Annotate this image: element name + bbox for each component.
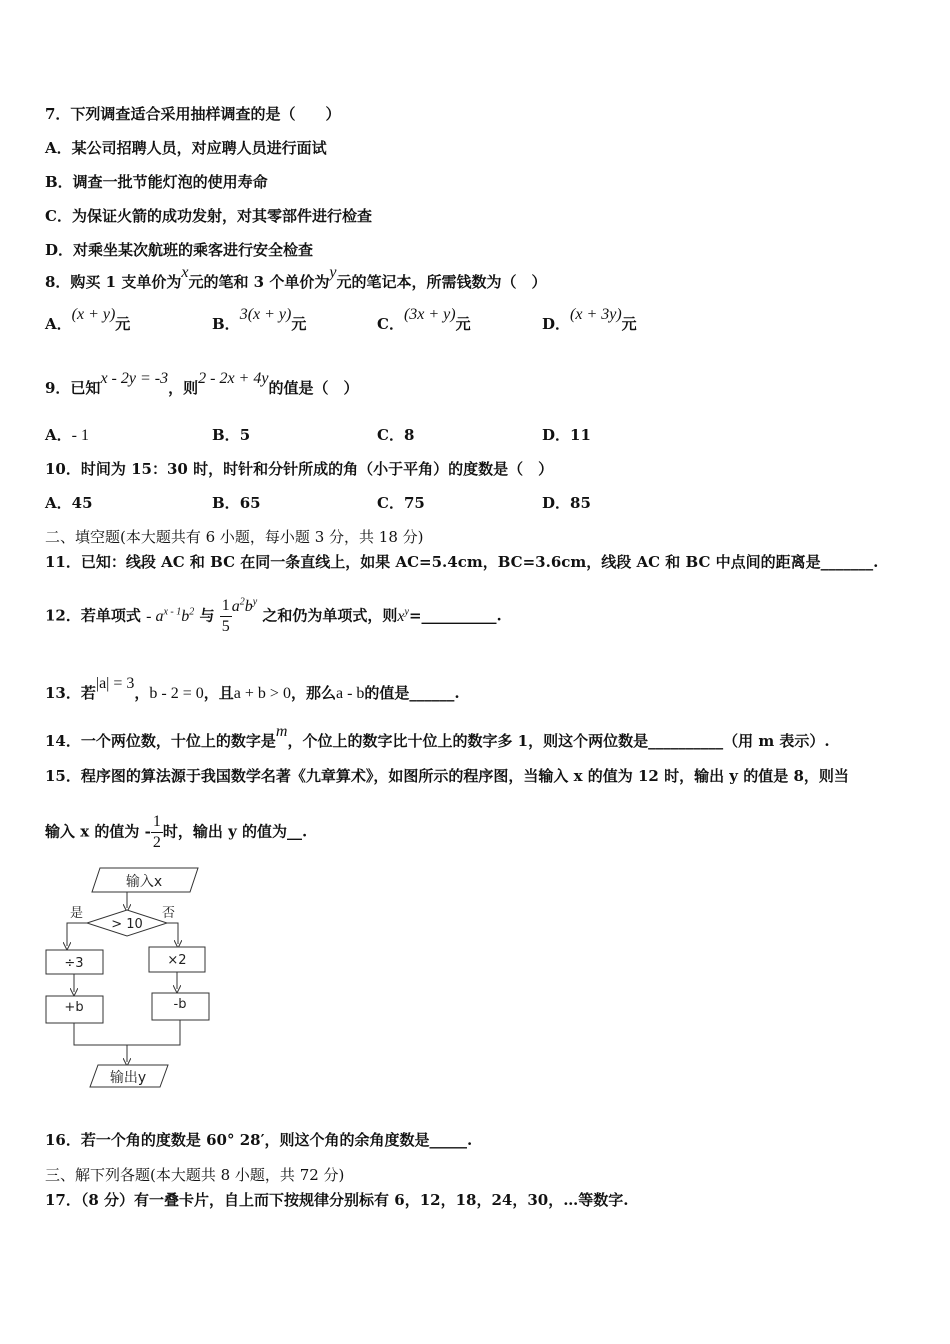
q13-cond-b: b - 2 = 0	[149, 685, 204, 702]
section-3-heading: 三、解下列各题(本大题共 8 小题，共 72 分)	[45, 1166, 345, 1184]
flowchart-merge-right	[127, 1020, 180, 1045]
q10-option-b: B．65	[212, 494, 261, 512]
q12-stem: 12．若单项式 - $a^{x - 1}b^2$ 与 $\frac{1}{5}$ $a^2b^y$ 之和仍为单项式，则$x^y=\_\_\_\_\_\_\_\_\_\_$.	[45, 596, 502, 635]
flowchart-label-times: ×2	[167, 953, 187, 968]
q7-option-b: B．调查一批节能灯泡的使用寿命	[45, 173, 268, 191]
q11: 11．已知：线段 AC 和 BC 在同一条直线上，如果 AC=5.4cm，BC=3.6cm，线段 AC 和 BC 中点间的距离是_______.	[45, 553, 879, 571]
flowchart-output-label: 输出y	[109, 1070, 147, 1086]
q9-option-b: B．5	[212, 426, 251, 444]
q12-monomial-1: - $a^{x - 1}b^2$	[146, 606, 195, 625]
q12-monomial-2: $a^2b^y$	[231, 596, 258, 615]
q10-option-d: D．85	[542, 494, 591, 512]
flowchart	[40, 862, 230, 1094]
q13-abs: |a| = 3	[95, 675, 135, 692]
q8-var-x: x	[181, 264, 189, 281]
q13-cond-sum: a + b > 0	[233, 685, 291, 702]
q7-option-a: A．某公司招聘人员，对应聘人员进行面试	[45, 139, 327, 157]
q7-stem: 7．下列调查适合采用抽样调查的是（ ）	[45, 105, 341, 123]
q16: 16．若一个角的度数是 60° 28′，则这个角的余角度数是_____.	[45, 1131, 473, 1149]
flowchart-yes-label: 是	[70, 906, 84, 921]
flowchart-branch-no	[167, 923, 178, 944]
q13-stem: 13．若|a| = 3，b - 2 = 0，且a + b > 0，那么a - b的值是______.	[45, 675, 460, 702]
q8-option-d: D．(x + 3y)元	[542, 306, 637, 333]
flowchart-input-label: 输入x	[125, 874, 163, 890]
q9-option-d: D．11	[542, 426, 591, 444]
flowchart-label-minus-b: -b	[173, 997, 187, 1012]
q8-option-a: A．(x + y)元	[45, 306, 131, 333]
q10-stem: 10．时间为 15：30 时，时针和分针所成的角（小于平角）的度数是（ ）	[45, 460, 554, 478]
q12-fraction: $\frac{1}{5}$	[221, 597, 230, 635]
q8-option-b: B．3(x + y)元	[212, 306, 307, 333]
q10-option-c: C．75	[377, 494, 425, 512]
q9-option-c: C．8	[377, 426, 415, 444]
flowchart-label-plus-b: +b	[64, 1000, 84, 1015]
q9-condition: x - 2y = -3	[100, 370, 169, 387]
q9-option-a: A．- 1	[45, 426, 89, 444]
q15-line-1: 15．程序图的算法源于我国数学名著《九章算术》，如图所示的程序图，当输入 x 的值为 12 时，输出 y 的值是 8，则当	[45, 767, 849, 785]
flowchart-branch-yes	[67, 923, 87, 946]
q17: 17．（8 分）有一叠卡片，自上而下按规律分别标有 6，12，18，24，30，…等数字.	[45, 1191, 629, 1209]
flowchart-merge-left	[74, 1023, 127, 1045]
q8-var-y: y	[329, 264, 337, 281]
flowchart-label-divide: ÷3	[64, 956, 84, 971]
q15-line-2: 输入 x 的值为 - $\frac{1}{2}$ 时，输出 y 的值为__.	[45, 813, 308, 851]
flowchart-no-label: 否	[162, 906, 176, 921]
q10-option-a: A．45	[45, 494, 93, 512]
q8-stem: 8．购买 1 支单价为x元的笔和 3 个单价为y元的笔记本，所需钱数为（ ）	[45, 264, 547, 291]
q8-option-c: C．(3x + y)元	[377, 306, 471, 333]
q7-option-c: C．为保证火箭的成功发射，对其零部件进行检查	[45, 207, 372, 225]
q14-stem: 14．一个两位数，十位上的数字是m，个位上的数字比十位上的数字多 1，则这个两位数是__________（用 m 表示）.	[45, 723, 830, 750]
q9-stem: 9．已知x - 2y = -3，则2 - 2x + 4y的值是（ ）	[45, 370, 359, 397]
q14-var-m: m	[275, 723, 288, 740]
section-2-heading: 二、填空题(本大题共有 6 小题，每小题 3 分，共 18 分)	[45, 528, 424, 546]
q9-expression: 2 - 2x + 4y	[198, 370, 269, 387]
q12-result: $x^y$	[397, 606, 409, 625]
flowchart-decision-label: > 10	[111, 917, 143, 932]
q15-fraction: $\frac{1}{2}$	[152, 813, 161, 851]
q13-expression: a - b	[335, 685, 365, 702]
q7-option-d: D．对乘坐某次航班的乘客进行安全检查	[45, 241, 314, 259]
